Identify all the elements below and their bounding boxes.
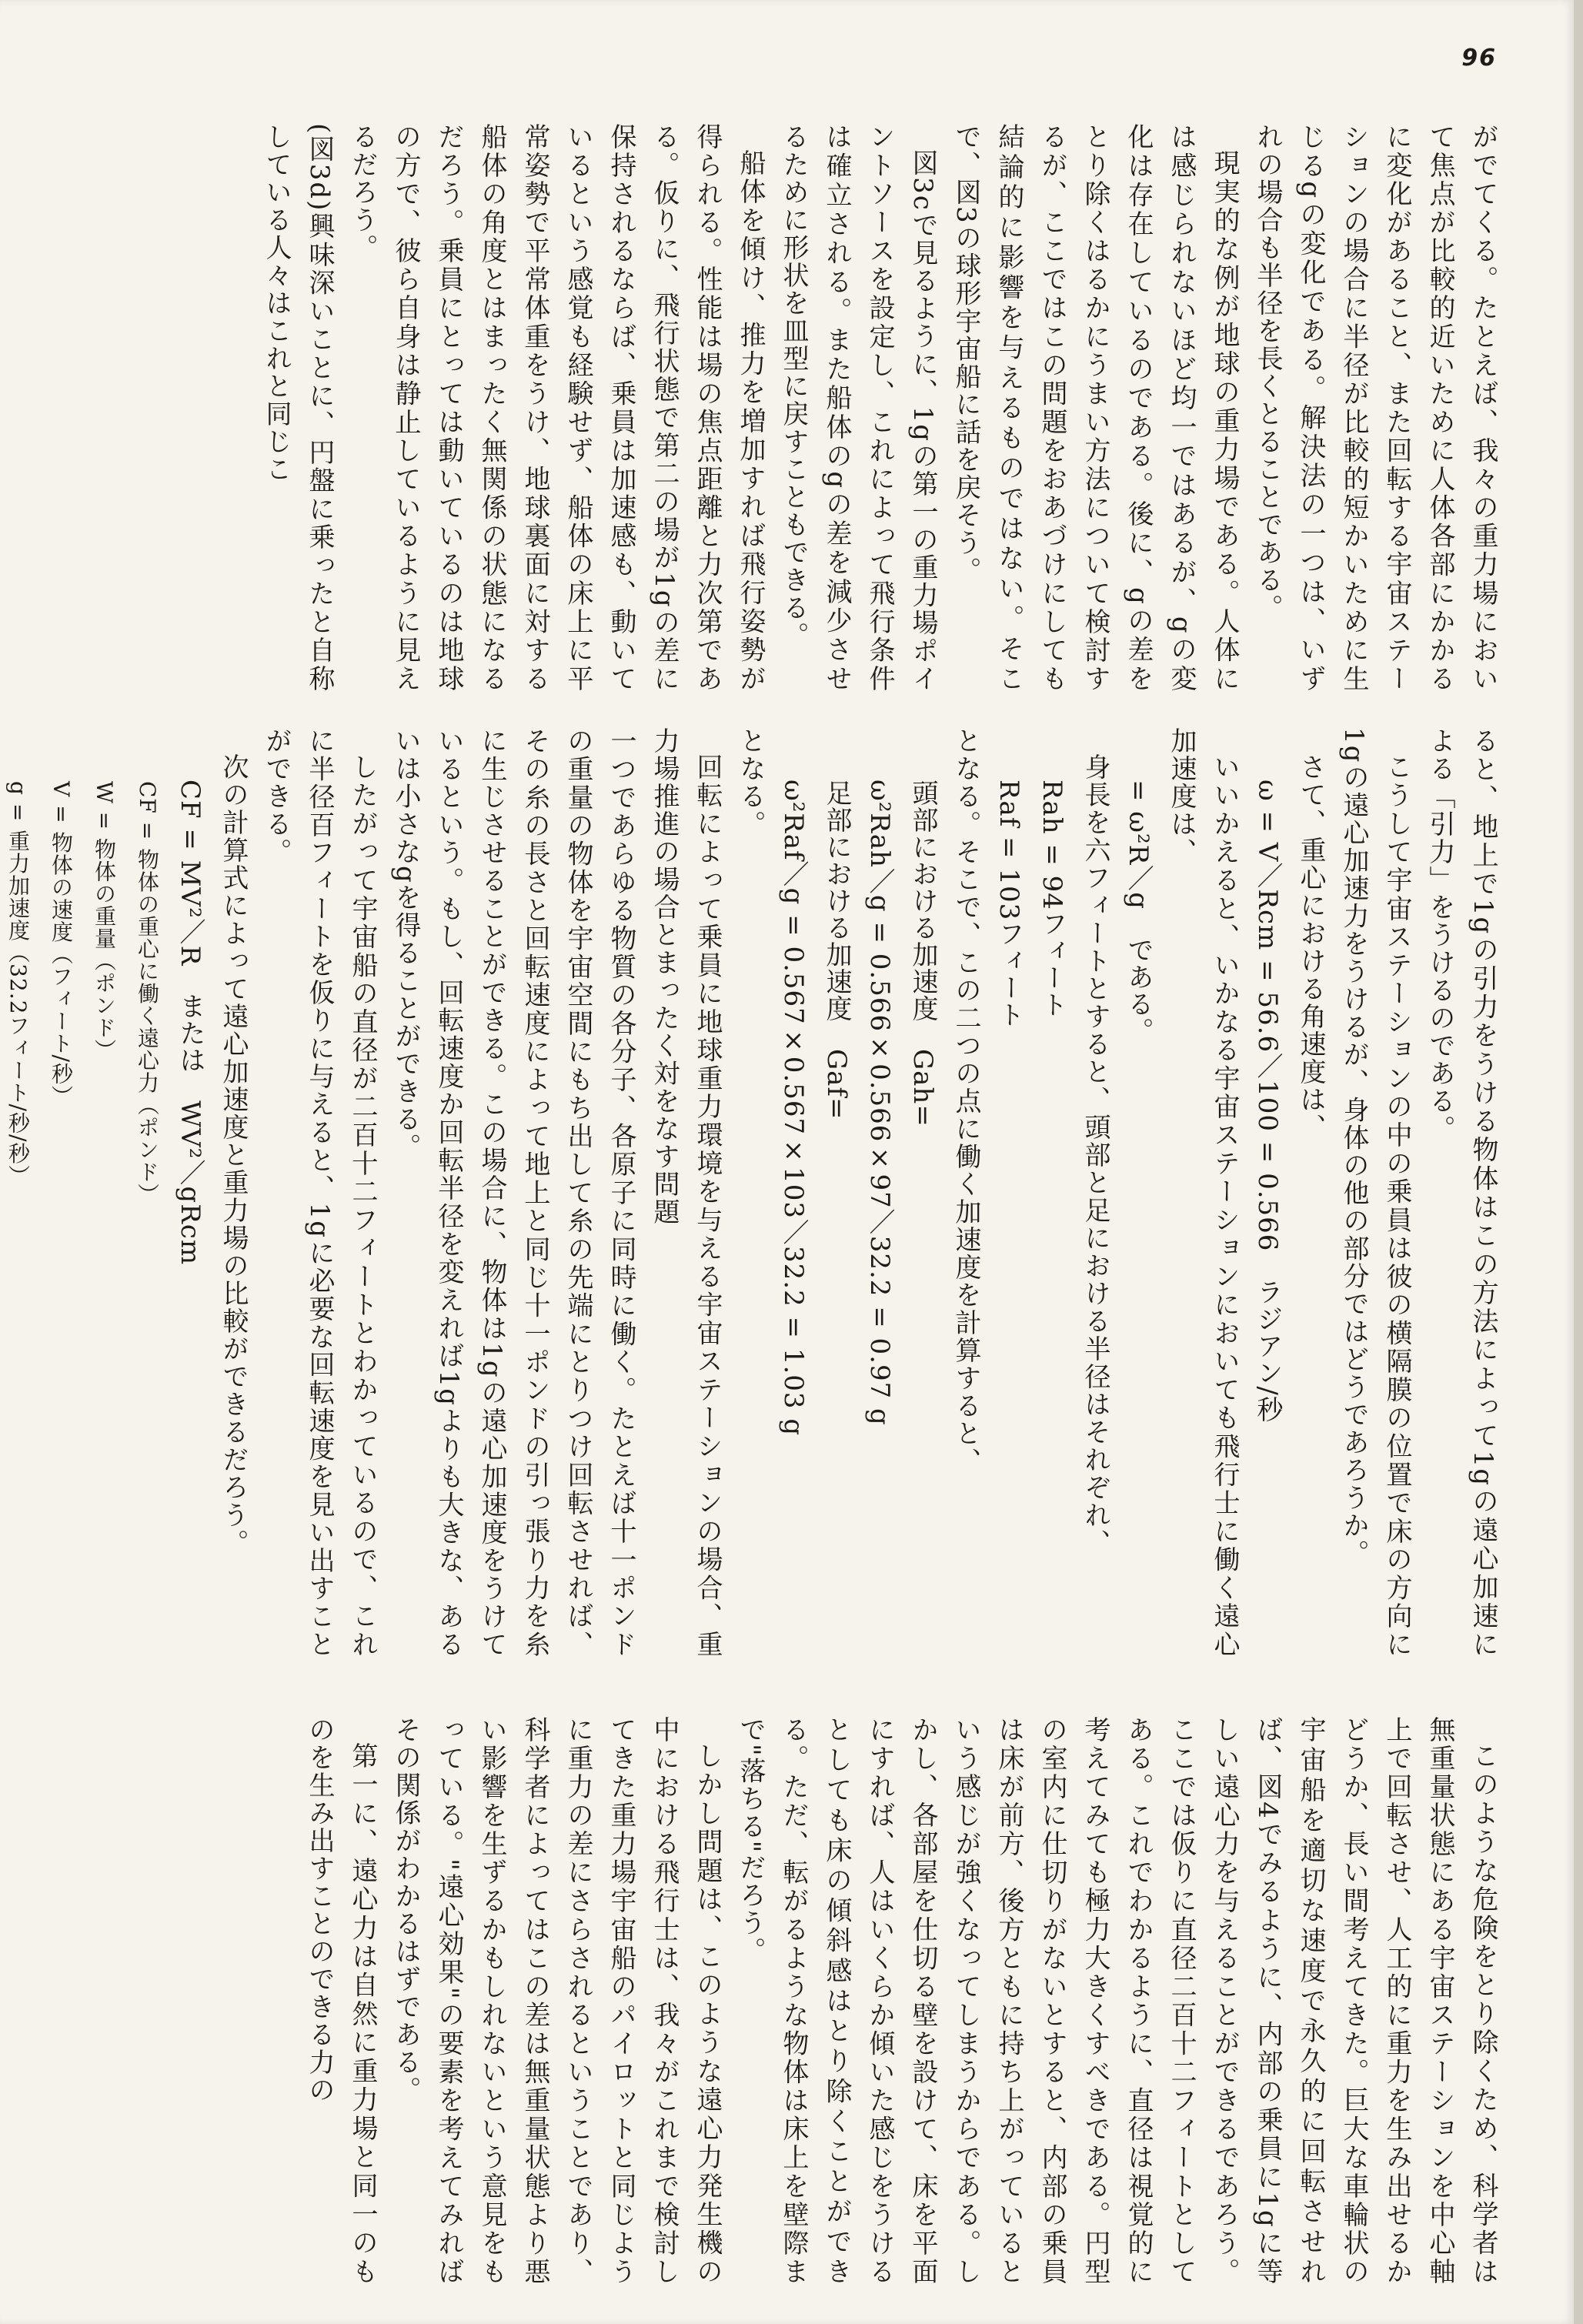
paragraph: ると、地上で1gの引力をうける物体はこの方法によって1gの遠心加速による「引力」をうけるのである。 [1424,727,1498,1658]
paragraph: 船体を傾け、推力を増加すれば飛行姿勢が得られる。性能は場の焦点距離と力次第である。仮りに、飛行状態で第二の場が1gの差に保持されるならば、乗員は加速感も、動いているという感覚も経験せず、船体の床上に平常姿勢で平常体重をうけ、地球裏面に対する船体の角度とはまったく無関係の状態になるだろう。乗員にとっては動いているのは地球の方で、彼ら自身は静止しているように見えるだろう。 [347,123,766,693]
text-tier-top [119,123,1505,693]
centrifugal-force-formula: CF = MV²／R または WV²／gRcm [175,780,205,1266]
paragraph: となる。そこで、この二つの点に働く加速度を計算すると、 [950,727,981,1475]
paragraph: いいかえると、いかなる宇宙ステーションにおいても飛行士に働く遠心加速度は、 [1166,727,1240,1658]
paragraph: がでてくる。たとえば、我々の重力場において焦点が比較的近いために人体各部にかかるに変化があること、また回転する宇宙ステーションの場合に半径が比較的短かいために生じるgの変化である。解決法の一つは、いずれの場合も半径を長くとることである。 [1252,123,1498,693]
paragraph: 回転によって乗員に地球重力環境を与える宇宙ステーションの場合、重力場推進の場合とまったく対をなす問題 [649,727,723,1658]
text-tier-bottom [119,1716,1505,2286]
paragraph: 一つであらゆる物質の各分子、各原子に同時に働く。たとえば十一ポンドの重量の物体を宇宙空間にもち出して糸の先端にとりつけ回転させれば、その糸の長さと回転速度によって地上と同じ十一ポンドの引っ張り力を糸に生じさせることができる。この場合に、物体は1gの遠心加速度をうけているという。もし、回転速度か回転半径を変えれば1gよりも大きな、あるいは小さなgを得ることができる。 [390,727,636,1658]
foot-radius: Raf = 103フィート [994,780,1024,1029]
paragraph: こうして宇宙ステーションの中の乗員は彼の横隔膜の位置で床の方向に1gの遠心加速力をうけるが、身体の他の部分ではどうであろうか。 [1338,727,1412,1658]
paragraph: さて、重心における角速度は、 [1295,753,1326,1141]
paragraph: このような危険をとり除くため、科学者は無重量状態にある宇宙ステーションを中心軸上で回転させ、人工的に重力を生み出せるかどうか、長い間考えてきた。巨大な車輪状の宇宙船を適切な速度で永久的に回転させれば、図4でみるように、内部の乗員に1gに等しい遠心力を与えることができるであろう。ここでは仮りに直径二百十二フィートとしてある。これでわかるように、直径は視覚的に考えてみても極力大きくすべきである。円型の室内に仕切りがないとすると、内部の乗員は床が前方、後方ともに持ち上がっているという感じが強くなってしまうからである。しかし、各部屋を仕切る壁を設けて、床を平面にすれば、人はいくらか傾いた感じをうけるとしても床の傾斜感はとり除くことができる。ただ、転がるような物体は床上を壁際まで"落ちる"だろう。 [735,1716,1498,2286]
text-tier-middle [5,727,1505,1658]
variable-definition: W = 物体の重量（ポンド） [92,781,117,1062]
variable-definition: CF = 物体の重心に働く遠心力（ポンド） [135,781,160,1206]
head-acceleration-formula: ω²Rah／g = 0.566×0.566×97／32.2 = 0.97 g [864,780,895,1426]
paragraph: 身長を六フィートとすると、頭部と足における半径はそれぞれ、 [1080,753,1110,1557]
foot-acceleration-formula: ω²Raf／g = 0.567×0.567×103／32.2 = 1.03 g [778,780,809,1437]
paragraph: 次の計算式によって遠心加速度と重力場の比較ができるだろう。 [218,753,249,1557]
page-number: 96 [1461,45,1497,72]
acceleration-formula: = ω²R／g である。 [1123,780,1154,1045]
variable-definition: V = 物体の速度（フィート/秒） [48,781,74,1107]
paragraph: 第一に、遠心力は自然に重力場と同一のものを生み出すことのできる力の [304,1716,378,2286]
paragraph: (図3d)興味深いことに、円盤に乗ったと自称している人々はこれと同じこ [261,123,335,693]
head-radius: Rah = 94フィート [1037,780,1067,1018]
variable-definition: g = 重力加速度（32.2フィート/秒/秒） [5,781,31,1187]
page-edge [1574,0,1583,2324]
paragraph: 現実的な例が地球の重力場である。人体には感じられないほど均一ではあるが、gの変化は存在しているのである。後に、gの差をとり除くはるかにうまい方法について検討するが、ここではこの問題をおあづけにしても結論的に影響を与えるものではない。そこで、図3の球形宇宙船に話を戻そう。 [950,123,1240,693]
foot-acceleration-label: 足部における加速度 Gaf= [821,780,852,1120]
paragraph: となる。 [735,727,766,838]
paragraph: 図3cで見るように、1gの第一の重力場ポイントソースを設定し、これによって飛行条件は確立される。また船体のgの差を減少させるために形状を皿型に戻すこともできる。 [778,123,938,693]
paragraph: しかし問題は、このような遠心力発生機の中における飛行士は、我々がこれまで検討してきた重力場宇宙船のパイロットと同じように重力の差にさらされるということであり、科学者によってはこの差は無重量状態より悪い影響を生ずるかもしれないという意見をもっている。"遠心効果"の要素を考えてみればその関係がわかるはずである。 [390,1716,723,2286]
angular-velocity-formula: ω = V／Rcm = 56.6／100 = 0.566 ラジアン/秒 [1252,780,1283,1423]
head-acceleration-label: 頭部における加速度 Gah= [907,780,938,1127]
paragraph: したがって宇宙船の直径が二百十二フィートとわかっているので、これに半径百フィートを仮りに与えると、1gに必要な回転速度を見い出すことができる。 [261,727,378,1658]
